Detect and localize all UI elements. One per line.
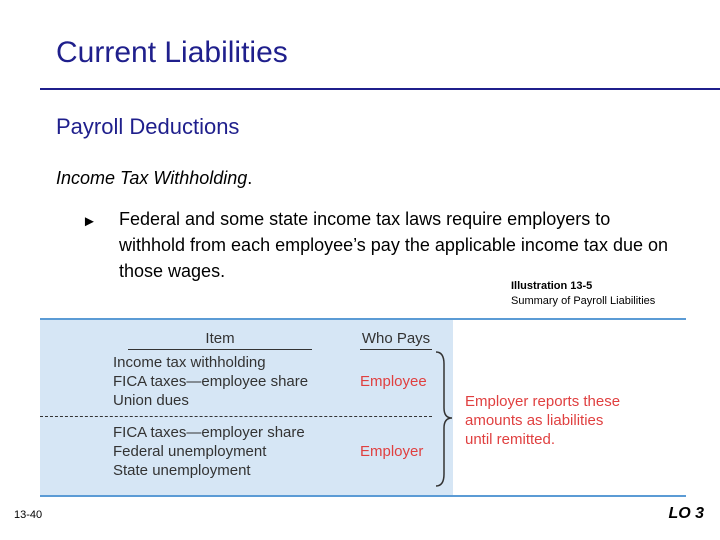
subheading-period: . <box>247 168 253 188</box>
note-line: Employer reports these <box>465 393 621 410</box>
note-line: amounts as liabilities <box>465 412 604 429</box>
employer-note <box>465 392 665 449</box>
subheading-text: Income Tax Withholding <box>56 168 248 188</box>
table-row-item: FICA taxes—employer share <box>113 424 305 441</box>
table-row-item: Income tax withholding <box>113 354 266 371</box>
table-row-item: State unemployment <box>113 462 251 479</box>
illustration-caption: Summary of Payroll Liabilities <box>511 295 656 307</box>
illustration-number: Illustration 13-5 <box>511 280 593 292</box>
payer-employee: Employee <box>360 373 427 390</box>
payer-employer: Employer <box>360 443 424 460</box>
payroll-liabilities-table <box>40 318 686 497</box>
slide-title: Current Liabilities <box>56 36 288 69</box>
title-divider <box>40 88 720 90</box>
table-row-item: Union dues <box>113 392 189 409</box>
bullet-text: Federal and some state income tax laws require employers to withhold from each employee’s pay the applicable income tax due on those wages. <box>119 209 668 281</box>
slide-number: 13-40 <box>14 509 43 521</box>
group-divider <box>40 416 432 417</box>
section-heading: Payroll Deductions <box>56 114 240 139</box>
bullet-arrow-icon: ► <box>82 213 97 230</box>
learning-objective: LO 3 <box>668 505 704 522</box>
column-header-who-pays: Who Pays <box>360 330 432 350</box>
table-row-item: FICA taxes—employee share <box>113 373 309 390</box>
column-header-item: Item <box>128 330 312 350</box>
note-line: until remitted. <box>465 431 556 448</box>
right-brace-icon <box>432 350 456 490</box>
table-row-item: Federal unemployment <box>113 443 267 460</box>
subheading <box>56 168 252 189</box>
